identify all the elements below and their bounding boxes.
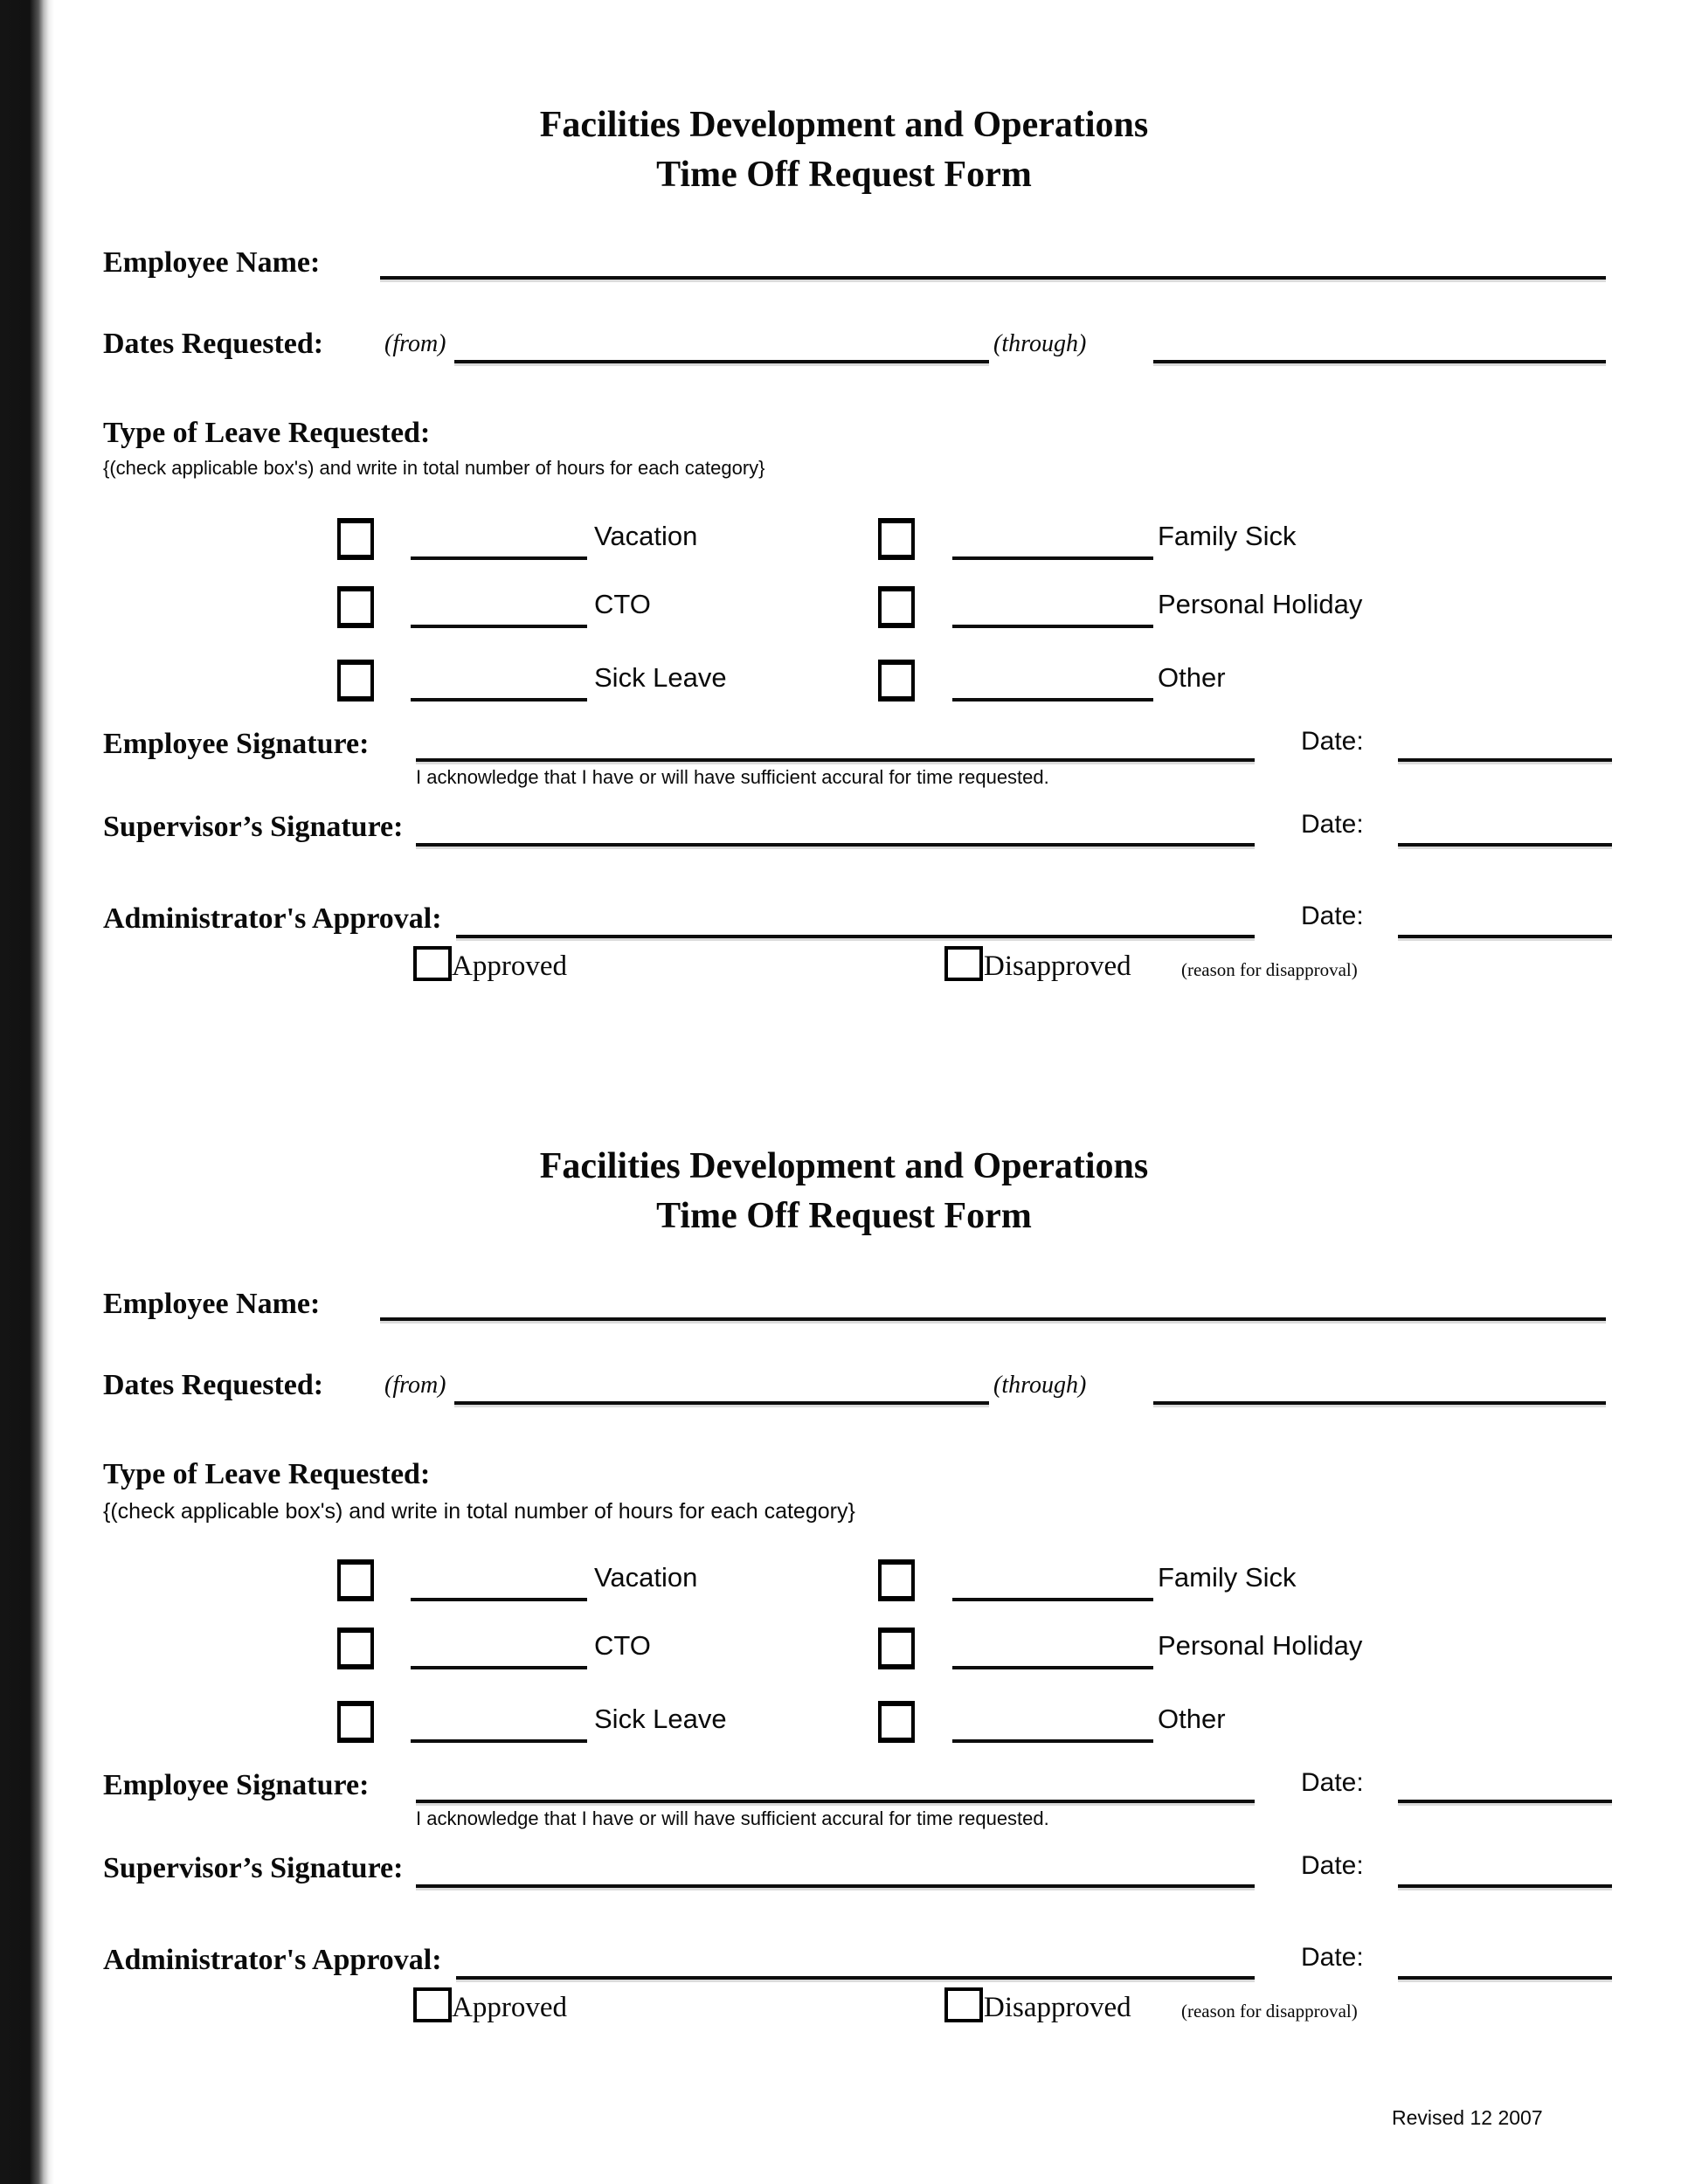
other-label: Other xyxy=(1158,1704,1226,1734)
disapproved-label: Disapproved xyxy=(984,1992,1131,2023)
disapproved-checkbox[interactable] xyxy=(944,1987,983,2022)
family-sick-hours-line[interactable] xyxy=(952,556,1153,560)
disapproval-reason-label: (reason for disapproval) xyxy=(1181,2001,1358,2022)
vacation-hours-line[interactable] xyxy=(411,556,587,560)
cto-hours-line[interactable] xyxy=(411,1666,587,1669)
from-label: (from) xyxy=(384,1372,446,1399)
disapproved-checkbox[interactable] xyxy=(944,946,983,981)
employee-signature-line[interactable] xyxy=(416,1800,1255,1803)
other-checkbox[interactable] xyxy=(878,660,915,702)
supervisor-date-line[interactable] xyxy=(1398,843,1612,847)
administrator-approval-line[interactable] xyxy=(456,935,1255,938)
administrator-approval-line[interactable] xyxy=(456,1976,1255,1980)
employee-name-label: Employee Name: xyxy=(103,1288,321,1320)
sick-leave-label: Sick Leave xyxy=(594,662,727,693)
form-title-line2: Time Off Request Form xyxy=(656,155,1032,195)
employee-name-line[interactable] xyxy=(380,276,1606,280)
administrator-date-line[interactable] xyxy=(1398,935,1612,938)
family-sick-checkbox[interactable] xyxy=(878,518,915,560)
sick-leave-hours-line[interactable] xyxy=(411,698,587,702)
employee-name-label: Employee Name: xyxy=(103,246,321,279)
sick-leave-hours-line[interactable] xyxy=(411,1739,587,1743)
personal-holiday-checkbox[interactable] xyxy=(878,1628,915,1669)
supervisor-signature-line[interactable] xyxy=(416,843,1255,847)
through-label: (through) xyxy=(993,330,1087,357)
sick-leave-checkbox[interactable] xyxy=(337,660,374,702)
disapproved-label: Disapproved xyxy=(984,950,1131,982)
family-sick-label: Family Sick xyxy=(1158,521,1297,551)
cto-checkbox[interactable] xyxy=(337,1628,374,1669)
other-hours-line[interactable] xyxy=(952,698,1153,702)
disapproval-reason-label: (reason for disapproval) xyxy=(1181,959,1358,980)
form-copy-1 xyxy=(0,105,1688,1055)
sick-leave-checkbox[interactable] xyxy=(337,1701,374,1743)
accrual-acknowledgement-note: I acknowledge that I have or will have sufficient accural for time requested. xyxy=(416,766,1049,788)
approved-checkbox[interactable] xyxy=(413,1987,452,2022)
through-date-line[interactable] xyxy=(1153,360,1606,363)
supervisor-signature-line[interactable] xyxy=(416,1884,1255,1888)
approved-label: Approved xyxy=(452,1992,567,2023)
form-title-line1: Facilities Development and Operations xyxy=(539,105,1149,145)
cto-label: CTO xyxy=(594,1630,651,1661)
family-sick-checkbox[interactable] xyxy=(878,1559,915,1601)
other-label: Other xyxy=(1158,662,1226,693)
dates-requested-label: Dates Requested: xyxy=(103,328,324,360)
vacation-checkbox[interactable] xyxy=(337,518,374,560)
form-copy-2 xyxy=(0,1146,1688,2097)
administrator-approval-label: Administrator's Approval: xyxy=(103,1944,442,1976)
form-title-line2: Time Off Request Form xyxy=(656,1196,1032,1236)
from-date-line[interactable] xyxy=(454,1401,989,1405)
type-of-leave-note: {(check applicable box's) and write in total number of hours for each category} xyxy=(103,1499,855,1524)
supervisor-date-label: Date: xyxy=(1301,810,1364,839)
type-of-leave-label: Type of Leave Requested: xyxy=(103,1458,431,1490)
personal-holiday-checkbox[interactable] xyxy=(878,586,915,628)
accrual-acknowledgement-note: I acknowledge that I have or will have sufficient accural for time requested. xyxy=(416,1807,1049,1829)
cto-hours-line[interactable] xyxy=(411,625,587,628)
employee-date-label: Date: xyxy=(1301,1768,1364,1797)
footer-revised-note: Revised 12 2007 xyxy=(1392,2106,1543,2129)
sick-leave-label: Sick Leave xyxy=(594,1704,727,1734)
cto-checkbox[interactable] xyxy=(337,586,374,628)
employee-signature-line[interactable] xyxy=(416,758,1255,762)
other-checkbox[interactable] xyxy=(878,1701,915,1743)
personal-holiday-label: Personal Holiday xyxy=(1158,1630,1363,1661)
employee-name-line[interactable] xyxy=(380,1317,1606,1321)
approved-label: Approved xyxy=(452,950,567,982)
supervisor-date-label: Date: xyxy=(1301,1851,1364,1880)
form-title-line1: Facilities Development and Operations xyxy=(539,1146,1149,1186)
type-of-leave-label: Type of Leave Requested: xyxy=(103,417,431,449)
family-sick-hours-line[interactable] xyxy=(952,1598,1153,1601)
cto-label: CTO xyxy=(594,589,651,619)
from-label: (from) xyxy=(384,330,446,357)
vacation-label: Vacation xyxy=(594,1562,698,1593)
employee-signature-label: Employee Signature: xyxy=(103,728,370,760)
administrator-approval-label: Administrator's Approval: xyxy=(103,902,442,935)
supervisor-date-line[interactable] xyxy=(1398,1884,1612,1888)
dates-requested-label: Dates Requested: xyxy=(103,1369,324,1401)
personal-holiday-label: Personal Holiday xyxy=(1158,589,1363,619)
type-of-leave-note: {(check applicable box's) and write in total number of hours for each category} xyxy=(103,457,765,479)
personal-holiday-hours-line[interactable] xyxy=(952,1666,1153,1669)
personal-holiday-hours-line[interactable] xyxy=(952,625,1153,628)
administrator-date-line[interactable] xyxy=(1398,1976,1612,1980)
supervisor-signature-label: Supervisor’s Signature: xyxy=(103,811,404,843)
through-date-line[interactable] xyxy=(1153,1401,1606,1405)
from-date-line[interactable] xyxy=(454,360,989,363)
through-label: (through) xyxy=(993,1372,1087,1399)
vacation-label: Vacation xyxy=(594,521,698,551)
family-sick-label: Family Sick xyxy=(1158,1562,1297,1593)
employee-date-label: Date: xyxy=(1301,727,1364,756)
vacation-hours-line[interactable] xyxy=(411,1598,587,1601)
vacation-checkbox[interactable] xyxy=(337,1559,374,1601)
administrator-date-label: Date: xyxy=(1301,1943,1364,1972)
approved-checkbox[interactable] xyxy=(413,946,452,981)
employee-date-line[interactable] xyxy=(1398,758,1612,762)
supervisor-signature-label: Supervisor’s Signature: xyxy=(103,1852,404,1884)
employee-signature-label: Employee Signature: xyxy=(103,1769,370,1801)
administrator-date-label: Date: xyxy=(1301,902,1364,930)
employee-date-line[interactable] xyxy=(1398,1800,1612,1803)
other-hours-line[interactable] xyxy=(952,1739,1153,1743)
